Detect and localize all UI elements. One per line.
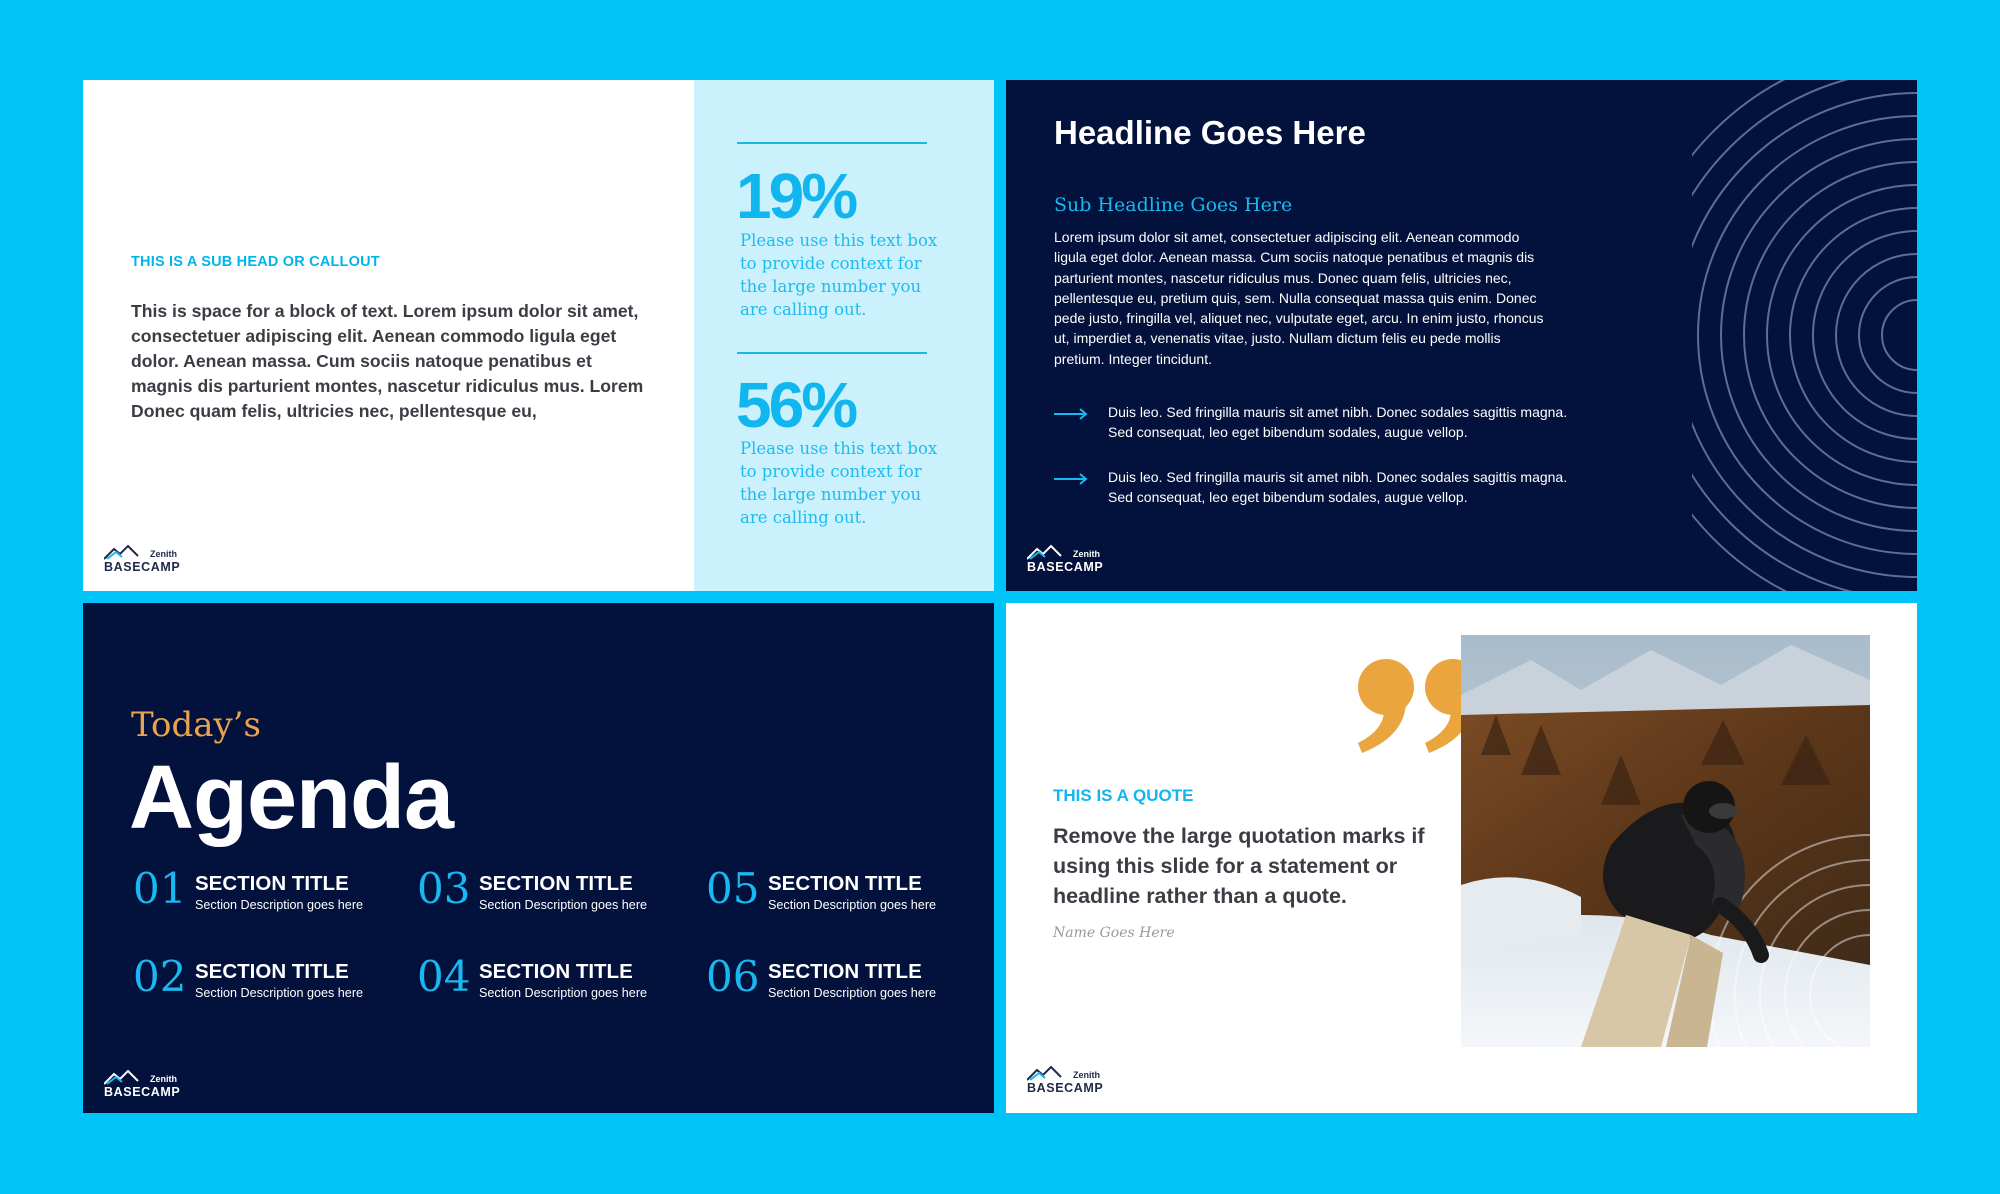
agenda-item-desc: Section Description goes here xyxy=(768,986,937,1000)
agenda-item xyxy=(417,954,687,1004)
logo-zenith: Zenith xyxy=(1073,1070,1100,1080)
slide-stats xyxy=(83,80,994,591)
agenda-item-number: 06 xyxy=(706,952,760,1001)
mountain-icon xyxy=(104,1069,154,1085)
agenda-item-number: 01 xyxy=(133,864,187,913)
sub-head-callout: THIS IS A SUB HEAD OR CALLOUT xyxy=(131,254,380,270)
basecamp-logo xyxy=(104,544,184,578)
agenda-item-number: 03 xyxy=(417,864,471,913)
mountain-icon xyxy=(1027,544,1077,560)
agenda-item xyxy=(417,866,687,916)
mountain-icon xyxy=(1027,1065,1077,1081)
stat-context: Please use this text box to provide context for the large number you are calling out. xyxy=(740,231,938,319)
agenda-item-title: SECTION TITLE xyxy=(195,960,349,983)
stat-divider xyxy=(737,142,927,144)
agenda-item-number: 04 xyxy=(417,952,471,1001)
quote-author: Name Goes Here xyxy=(1053,925,1175,941)
slide-quote xyxy=(1006,603,1917,1113)
arrow-right-icon xyxy=(1054,408,1088,420)
logo-basecamp: BASECAMP xyxy=(104,560,181,574)
agenda-item-number: 05 xyxy=(706,864,760,913)
stats-panel xyxy=(694,80,994,591)
arrow-right-icon xyxy=(1054,473,1088,485)
bullet-text: Duis leo. Sed fringilla mauris sit amet nibh. Donec sodales sagittis magna. Sed consequat, leo eget bibendum sodales, augue vellop. xyxy=(1108,469,1568,506)
agenda-item-desc: Section Description goes here xyxy=(768,898,937,912)
basecamp-logo xyxy=(1027,1065,1107,1099)
logo-basecamp: BASECAMP xyxy=(1027,560,1104,574)
bullet-text: Duis leo. Sed fringilla mauris sit amet nibh. Donec sodales sagittis magna. Sed consequat, leo eget bibendum sodales, augue vellop. xyxy=(1108,404,1568,441)
agenda-item-desc: Section Description goes here xyxy=(479,898,648,912)
agenda-item-title: SECTION TITLE xyxy=(768,960,922,983)
agenda-item xyxy=(706,866,976,916)
mountain-icon xyxy=(104,544,154,560)
logo-basecamp: BASECAMP xyxy=(104,1085,181,1099)
logo-zenith: Zenith xyxy=(150,1074,177,1084)
agenda-item-title: SECTION TITLE xyxy=(768,872,922,895)
stat-context: Please use this text box to provide context for the large number you are calling out. xyxy=(740,439,938,527)
agenda-kicker: Today’s xyxy=(131,705,262,745)
stat-divider xyxy=(737,352,927,354)
agenda-item xyxy=(133,866,403,916)
snowboarder-photo xyxy=(1461,635,1870,1047)
agenda-item-number: 02 xyxy=(133,952,187,1001)
basecamp-logo xyxy=(104,1069,184,1103)
agenda-item-desc: Section Description goes here xyxy=(479,986,648,1000)
slide-agenda xyxy=(83,603,994,1113)
basecamp-logo xyxy=(1027,544,1107,578)
agenda-item xyxy=(133,954,403,1004)
quote-label: THIS IS A QUOTE xyxy=(1053,786,1194,805)
agenda-item-desc: Section Description goes here xyxy=(195,898,364,912)
quote-text: Remove the large quotation marks if using this slide for a statement or headline rather than a quote. xyxy=(1053,824,1425,908)
stat-value: 56% xyxy=(736,369,856,441)
agenda-item-title: SECTION TITLE xyxy=(195,872,349,895)
body-text: This is space for a block of text. Lorem ipsum dolor sit amet, consectetuer adipiscing elit. Aenean commodo ligula eget dolor. Aenean massa. Cum sociis natoque penatibus et magnis dis parturient montes, nascetur ridiculus mus. Lorem Donec quam felis, ultricies nec, pellentesque eu, xyxy=(131,301,644,421)
logo-zenith: Zenith xyxy=(1073,549,1100,559)
agenda-item-title: SECTION TITLE xyxy=(479,960,633,983)
agenda-title: Agenda xyxy=(129,748,454,848)
logo-zenith: Zenith xyxy=(150,549,177,559)
concentric-rings-decoration xyxy=(1692,80,1917,591)
agenda-item-desc: Section Description goes here xyxy=(195,986,364,1000)
body-paragraph: Lorem ipsum dolor sit amet, consectetuer adipiscing elit. Aenean commodo ligula eget dolor. Aenean massa. Cum sociis natoque penatibus et magnis dis parturient montes, nascetur ridiculus mus. Donec quam felis, ultricies nec, pellentesque eu, pretium quis, sem. Nulla consequat massa quis enim. Donec pede justo, fringilla vel, aliquet nec, vulputate eget, arcu. In enim justo, rhoncus ut, imperdiet a, venenatis vitae, justo. Nullam dictum felis eu pede mollis pretium. Integer tincidunt. xyxy=(1054,229,1544,367)
agenda-item-title: SECTION TITLE xyxy=(479,872,633,895)
sub-headline: Sub Headline Goes Here xyxy=(1054,194,1293,216)
slide-headline xyxy=(1006,80,1917,591)
headline: Headline Goes Here xyxy=(1054,114,1366,151)
stat-value: 19% xyxy=(736,160,856,232)
agenda-item xyxy=(706,954,976,1004)
logo-basecamp: BASECAMP xyxy=(1027,1081,1104,1095)
